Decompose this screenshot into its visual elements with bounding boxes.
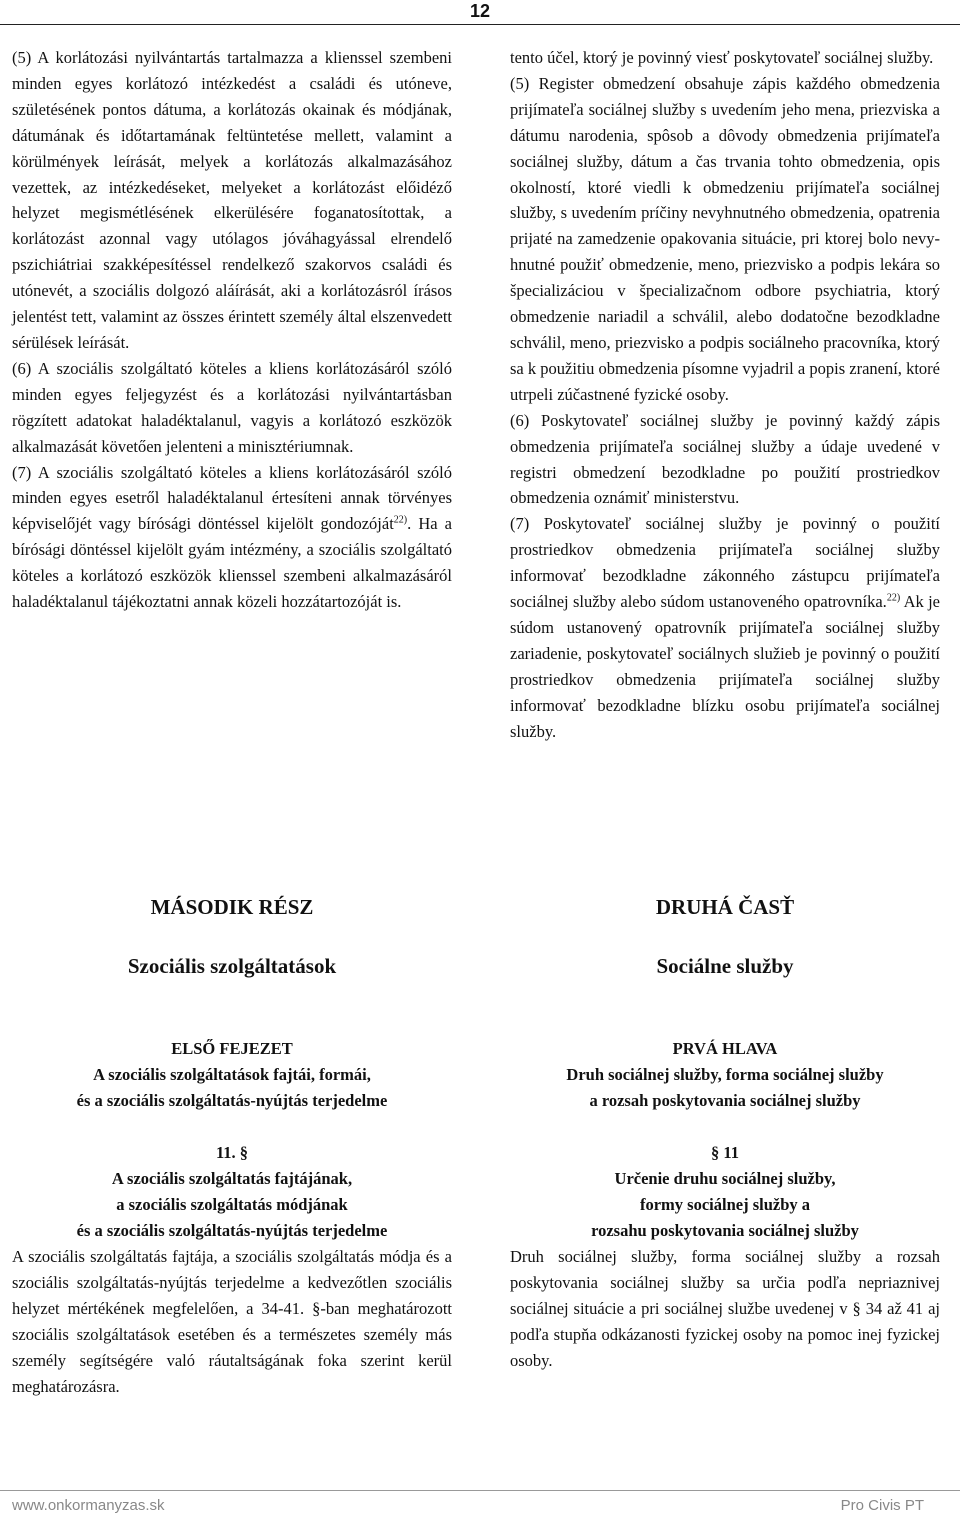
- footnote-ref: 22): [393, 514, 408, 526]
- right-section-line-3: rozsahu poskytovania sociálnej služby: [591, 1221, 859, 1240]
- right-chapter-heading: [510, 1036, 940, 1114]
- right-section-heading: [510, 1140, 940, 1244]
- left-section-line-2: a szociális szolgáltatás módjának: [116, 1195, 348, 1214]
- right-section-text: Druh sociálnej služby, forma sociálnej služby a rozsah poskytovania sociálnej služby sa určia podľa nepriaznivej sociálnej situácie a pri sociálnej službe uvedenej v § 34 až 41 aj podľa stupňa odkázanosti fyzickej osoby na pomoc inej fyzickej osoby.: [510, 1247, 940, 1370]
- right-chapter-title: PRVÁ HLAVA: [672, 1039, 778, 1058]
- right-paragraph-6: (6) Poskytovateľ sociálnej služby je povinný každý zápis obmedzenia prijímateľa sociálnej služby a údaje uvedené v registri obmedzení bezodkladne po použití prostriedkov obmedzenia oznámiť ministerstvu.: [510, 410, 940, 508]
- header-divider: [0, 24, 960, 25]
- left-paragraph-7-end: . Ha a bírósági döntéssel kijelölt gyám intézmény, a szociális szolgáltató köteles a korlátozó eszközök klienssel szembeni alkalmazásáról haladéktalanul tájékoztatni annak közeli hozzátartozóját is.: [12, 514, 452, 612]
- page-number: 12: [469, 1, 491, 21]
- right-chapter-line-2: a rozsah poskytovania sociálnej služby: [589, 1091, 861, 1110]
- left-column-body: [12, 45, 452, 615]
- right-section-line-2: formy sociálnej služby a: [639, 1195, 811, 1214]
- left-chapter-heading: [12, 1036, 452, 1114]
- left-section-line-1: A szociális szolgáltatás fajtájának,: [111, 1169, 353, 1188]
- footnote-ref: 22): [886, 592, 901, 604]
- right-section-line-1: Určenie druhu sociálnej služby,: [614, 1169, 836, 1188]
- left-part-subtitle: Szociális szolgáltatások: [127, 954, 337, 978]
- left-chapter-line-2: és a szociális szolgáltatás-nyújtás terjedelme: [76, 1091, 388, 1110]
- footer-divider: [0, 1490, 960, 1491]
- left-paragraph-7-start: (7) A szociális szolgáltató köteles a kliens korlátozásáról szóló minden egyes esetről haladéktalanul értesíteni annak törvényes képviselőjét vagy bírósági döntéssel kijelölt gondozóját: [12, 462, 452, 534]
- left-part-title: MÁSODIK RÉSZ: [150, 895, 314, 919]
- left-section-text: A szociális szolgáltatás fajtája, a szociális szolgáltatás módja és a szociális szolgáltatás-nyújtás terjedelme a kedvezőtlen szociális helyzet mértékének megfelelően, a 34-41. §-ban meghatározott szociális szolgáltatások esetében és a természetes személy más személy segítségére való ráutaltságának foka szerint kerül meghatározásra.: [12, 1247, 452, 1396]
- footer-publisher: Pro Civis PT: [840, 1497, 924, 1514]
- left-chapter-title: ELSŐ FEJEZET: [171, 1039, 293, 1058]
- left-paragraph-7: [12, 460, 452, 615]
- left-paragraph-6: (6) A szociális szolgáltató köteles a kliens korlátozásáról szóló minden egyes feljegyzést és a korlátozási nyilvántartásban rögzített adatokat haladéktalanul, vagyis a korlátozó eszközök alkalmazását követően jelenteni a minisztériumnak.: [12, 358, 452, 456]
- right-column-body: [510, 45, 940, 744]
- right-paragraph-7-start: (7) Poskytovateľ sociálnej služby je povinný o použití prostriedkov obmedzenia prijímateľa sociálnej služby informovať bezodkladne zákonného zástupcu prijímateľa sociálnej služby alebo súdom ustanoveného opatrovníka.: [510, 514, 940, 612]
- right-section-number: § 11: [711, 1143, 739, 1162]
- right-paragraph-continued: tento účel, ktorý je povinný viesť poskytovateľ sociálnej služby.: [510, 48, 934, 67]
- right-paragraph-5: (5) Register obmedzení obsahuje zápis každého obmedzenia prijímateľa sociálnej služby s uvedením jeho mena, priezviska a dátumu narodenia, spôsob a dôvody obmedzenia prijímateľa sociálnej služby, dátum a čas trvania tohto obmedzenia, opis okolností, ktoré viedli k obmedzeniu prijímateľa sociálnej služby, s uvedením príčiny nevyhnutného obmedzenia, opatrenia prijaté na zamedzenie opakovania situácie, pri ktorej bolo nevyhnutné použiť obmedzenie, meno, priezvisko a podpis lekára so špecializáciou v špecializačnom odbore psychiatria, ktorý obmedzenie nariadil a schválil, alebo dodatočne bezodkladne schválil, meno, priezvisko a podpis sociálneho pracovníka, ktorý sa k použitiu obmedzenia písomne vyjadril a popis zranení, ktoré utrpeli zúčastnené fyzické osoby.: [510, 73, 940, 404]
- right-part-subtitle: Sociálne služby: [656, 954, 794, 978]
- right-paragraph-7-end: Ak je súdom ustanovený opatrovník prijímateľa sociálnej služby zariadenie, poskytovateľ sociálnych služieb je povinný o použití prostriedkov obmedzenia prijímateľa sociálnej služby informovať bezodkladne blízku osobu prijímateľa sociálnej služby.: [510, 592, 940, 741]
- left-section-line-3: és a szociális szolgáltatás-nyújtás terjedelme: [76, 1221, 388, 1240]
- right-paragraph-7: [510, 511, 940, 744]
- footer-website: www.onkormanyzas.sk: [12, 1497, 165, 1514]
- left-chapter-line-1: A szociális szolgáltatások fajtái, formái,: [93, 1065, 371, 1084]
- left-paragraph-5: (5) A korlátozási nyilvántartás tartalmazza a klienssel szembeni minden egyes korlátozó intézkedést a családi és utóneve, születésének pontos dátuma, a korlátozás okainak és módjának, dátumának és időtartamának feltüntetése mellett, valamint a körülmények leírását, melyek a korlátozás alkalmazásához vezettek, az intézkedéseket, melyeket a korlátozást előidéző helyzet megismétlésének elkerülésére foganatosítottak, a korlátozást azonnal vagy utólagos jóváhagyással elrendelő pszichiátriai szakképesítéssel rendelkező szakorvos családi és utónevét, a szociális dolgozó aláírását, aki a korlátozásról írásos jelentést tett, valamint az összes érintett személy által elszenvedett sérülések leírását.: [12, 48, 452, 352]
- left-section-number: 11. §: [215, 1143, 249, 1162]
- right-part-title: DRUHÁ ČASŤ: [655, 895, 795, 919]
- right-chapter-line-1: Druh sociálnej služby, forma sociálnej služby: [566, 1065, 884, 1084]
- left-section-heading: [12, 1140, 452, 1244]
